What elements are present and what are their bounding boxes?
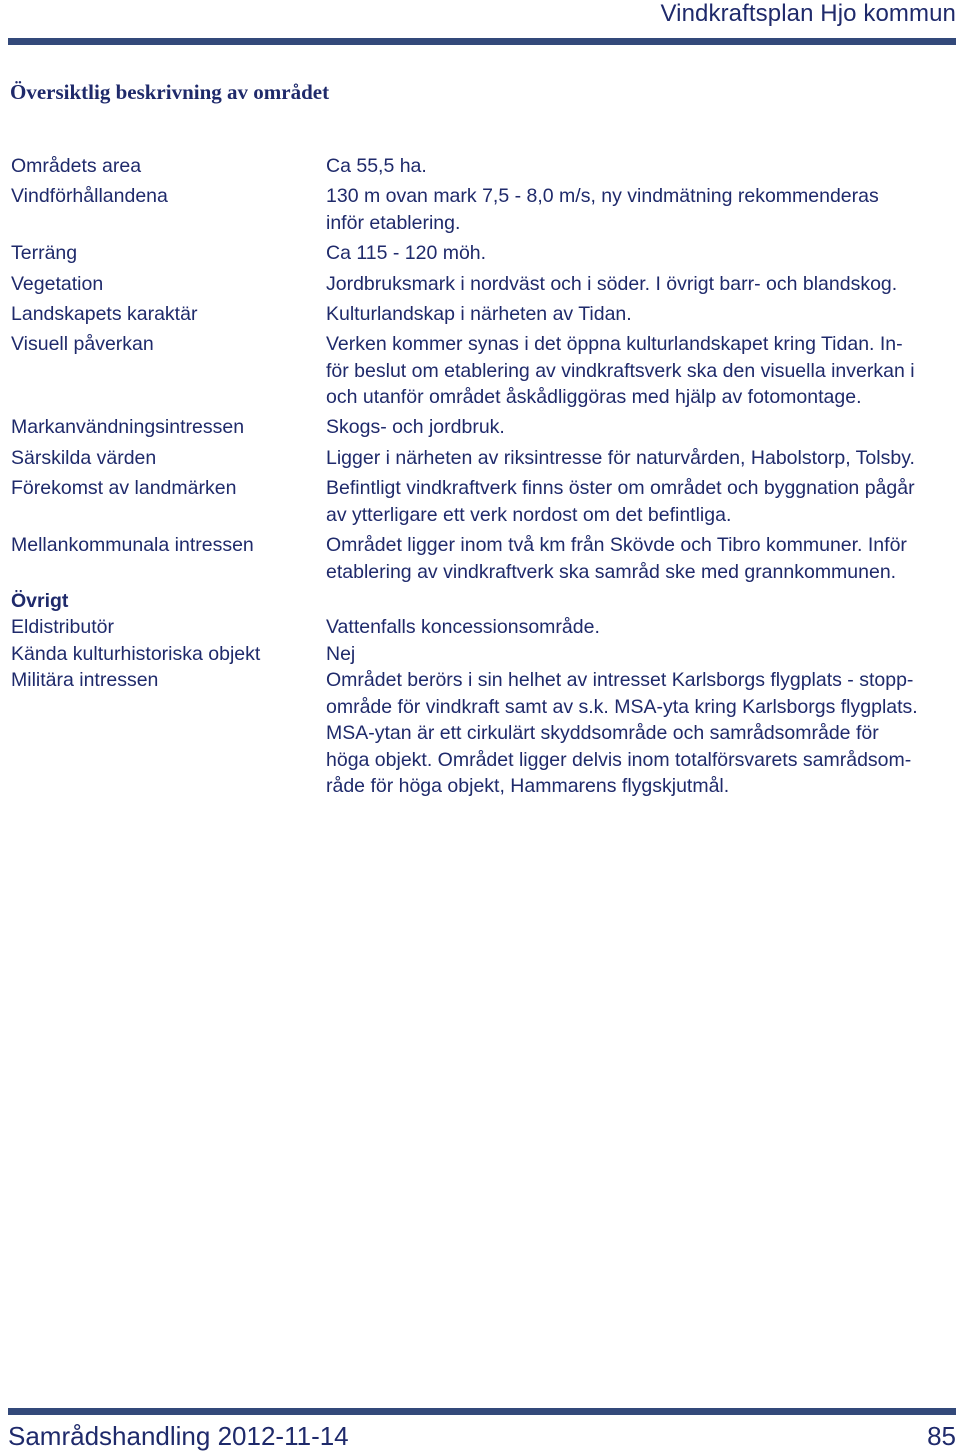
page-number: 85 <box>927 1421 956 1451</box>
row-label: Särskilda värden <box>11 447 157 469</box>
row-value-line: Jordbruksmark i nordväst och i söder. I övrigt barr- och blandskog. <box>326 273 898 295</box>
row-value-line: Området ligger inom två km från Skövde och Tibro kommuner. Inför <box>326 534 907 556</box>
row-value <box>326 475 956 528</box>
document-title: Vindkraftsplan Hjo kommun <box>660 0 956 27</box>
row-value <box>326 153 956 180</box>
row-value-line: etablering av vindkraftverk ska samråd ske med grannkommunen. <box>326 560 897 583</box>
row-value-line: område för vindkraft samt av s.k. MSA-yta kring Karlsborgs flygplats. <box>326 695 918 718</box>
row-value-line: Ligger i närheten av riksintresse för naturvården, Habolstorp, Tolsby. <box>326 447 915 469</box>
row-label: Militära intressen <box>11 669 159 691</box>
row-value-line: MSA-ytan är ett cirkulärt skyddsområde och samrådsområde för <box>326 722 879 744</box>
row-label: Markanvändningsintressen <box>11 416 245 438</box>
row-value-line: och utanför området åskådliggöras med hjälp av fotomontage. <box>326 386 862 408</box>
row-value-line: råde för höga objekt, Hammarens flygskjutmål. <box>326 775 730 797</box>
row-value-line: Kulturlandskap i närheten av Tidan. <box>326 303 632 325</box>
footer-rule <box>8 1408 956 1415</box>
row-value-line: av ytterligare ett verk nordost om det befintliga. <box>326 503 732 526</box>
page-footer <box>0 1408 960 1452</box>
row-label: Eldistributör <box>11 616 114 638</box>
row-value <box>326 331 956 411</box>
row-label: Kända kulturhistoriska objekt <box>11 643 261 665</box>
row-label: Landskapets karaktär <box>11 303 198 325</box>
row-value-line: Området berörs i sin helhet av intresset Karlsborgs flygplats - stopp- <box>326 669 914 691</box>
row-value-line: Ca 115 - 120 möh. <box>326 242 487 264</box>
row-value <box>326 641 956 668</box>
row-value-line: Befintligt vindkraftverk finns öster om området och byggnation pågår <box>326 477 915 499</box>
row-value <box>326 445 956 472</box>
row-value <box>326 614 956 641</box>
row-value-line: 130 m ovan mark 7,5 - 8,0 m/s, ny vindmätning rekommenderas <box>326 185 879 207</box>
row-value <box>326 183 956 236</box>
row-label: Visuell påverkan <box>11 333 154 355</box>
subheading: Övrigt <box>11 590 69 612</box>
row-label: Mellankommunala intressen <box>11 534 254 556</box>
row-label: Områdets area <box>11 155 142 177</box>
document-status: Samrådshandling 2012-11-14 <box>8 1421 349 1451</box>
row-value-line: Ca 55,5 ha. <box>326 155 427 177</box>
row-value-line: höga objekt. Området ligger delvis inom totalförsvarets samrådsom- <box>326 748 912 771</box>
row-value-line: för beslut om etablering av vindkraftsverk ska den visuella inverkan i <box>326 359 915 382</box>
section-title: Översiktlig beskrivning av området <box>10 80 330 104</box>
row-label: Vindförhållandena <box>11 185 168 207</box>
header-rule <box>8 38 956 45</box>
row-value <box>326 301 956 328</box>
row-value <box>326 414 956 441</box>
row-value <box>326 240 956 267</box>
row-value-line: Verken kommer synas i det öppna kulturlandskapet kring Tidan. In- <box>326 333 903 355</box>
row-value-line: Skogs- och jordbruk. <box>326 416 505 438</box>
row-value <box>326 532 956 585</box>
row-label: Vegetation <box>11 273 104 295</box>
row-value <box>326 667 956 800</box>
row-value-line: inför etablering. <box>326 211 461 234</box>
row-value-line: Nej <box>326 643 356 665</box>
page-header <box>0 0 960 48</box>
row-value-line: Vattenfalls koncessionsområde. <box>326 616 600 638</box>
row-value <box>326 271 956 298</box>
row-label: Förekomst av landmärken <box>11 477 237 499</box>
row-label: Terräng <box>11 242 78 264</box>
